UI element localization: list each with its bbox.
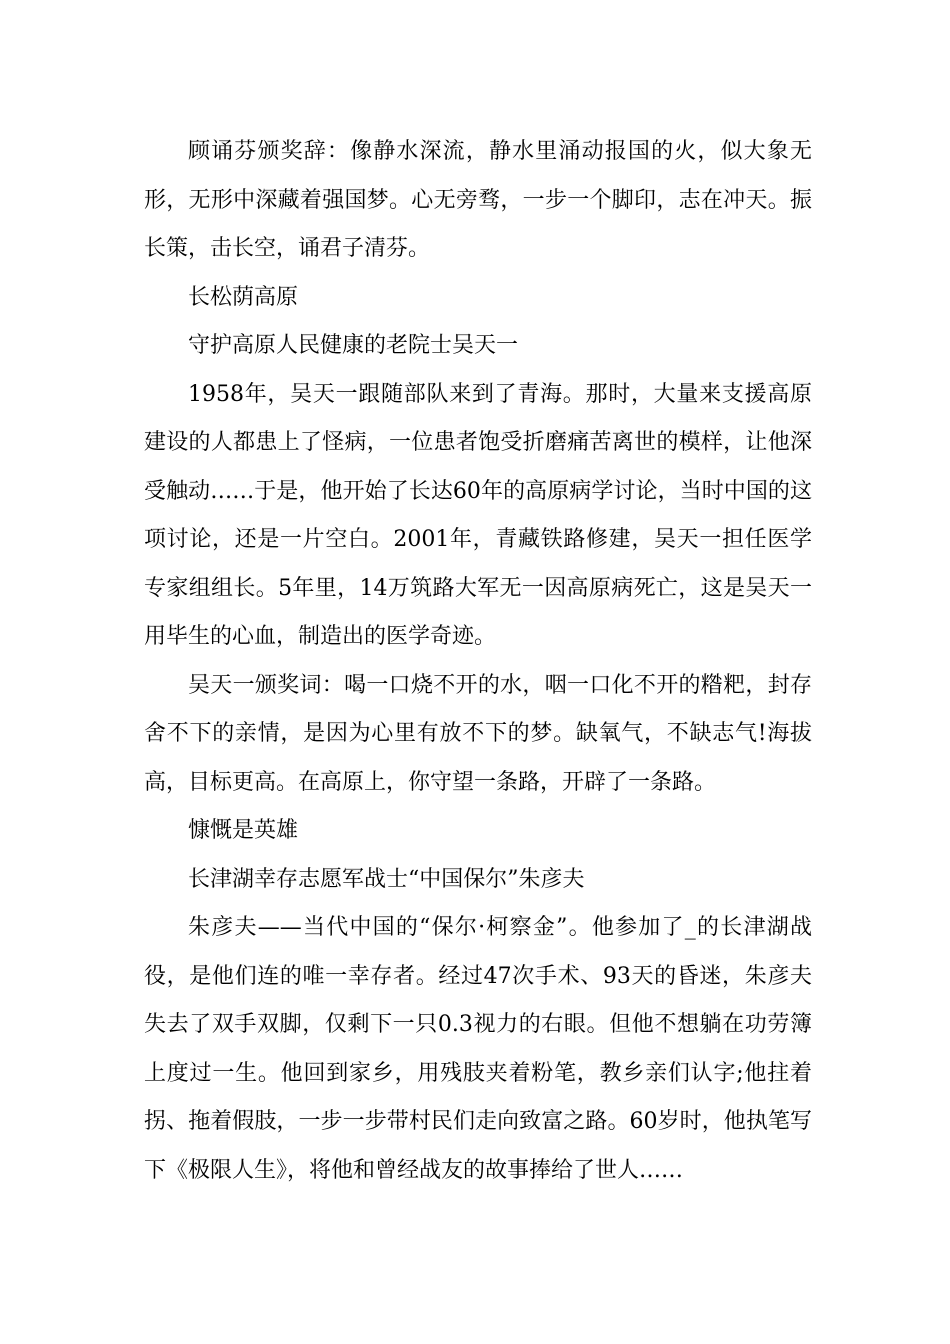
document-page <box>144 128 812 1195</box>
section-title-kangkai: 慷慨是英雄 <box>188 818 299 843</box>
paragraph-wu-tianyi-award-speech: 吴天一颁奖词：喝一口烧不开的水，咽一口化不开的糌粑，封存舍不下的亲情，是因为心里有放不下的梦。缺氧气，不缺志气!海拔高，目标更高。在高原上，你守望一条路，开辟了一条路。 <box>144 672 812 795</box>
section-title-changsong: 长松荫高原 <box>188 284 299 310</box>
paragraph-zhu-yanfu-story: 朱彦夫——当代中国的“保尔·柯察金”。他参加了_的长津湖战役，是他们连的唯一幸存者。经过47次手术、93天的昏迷，朱彦夫失去了双手双脚，仅剩下一只0.3视力的右眼。但他不想躺在功劳簿上度过一生。他回到家乡，用残肢夹着粉笔，教乡亲们认字;他拄着拐、拖着假肢，一步一步带村民们走向致富之路。60岁时，他执笔写下《极限人生》，将他和曾经战友的故事捧给了世人…… <box>144 915 812 1183</box>
paragraph-gu-songfen-award-speech: 顾诵芬颁奖辞：像静水深流，静水里涌动报国的火，似大象无形，无形中深藏着强国梦。心无旁骛，一步一个脚印，志在冲天。振长策，击长空，诵君子清芬。 <box>144 139 812 261</box>
paragraph-wu-tianyi-story: 1958年，吴天一跟随部队来到了青海。那时，大量来支援高原建设的人都患上了怪病，一位患者饱受折磨痛苦离世的模样，让他深受触动……于是，他开始了长达60年的高原病学讨论，当时中国的这项讨论，还是一片空白。2001年，青藏铁路修建，吴天一担任医学专家组组长。5年里，14万筑路大军无一因高原病死亡，这是吴天一用毕生的心血，制造出的医学奇迹。 <box>144 381 812 649</box>
section-subtitle-zhu-yanfu: 长津湖幸存志愿军战士“中国保尔”朱彦夫 <box>188 866 585 892</box>
section-subtitle-wu-tianyi: 守护高原人民健康的老院士吴天一 <box>188 333 519 358</box>
